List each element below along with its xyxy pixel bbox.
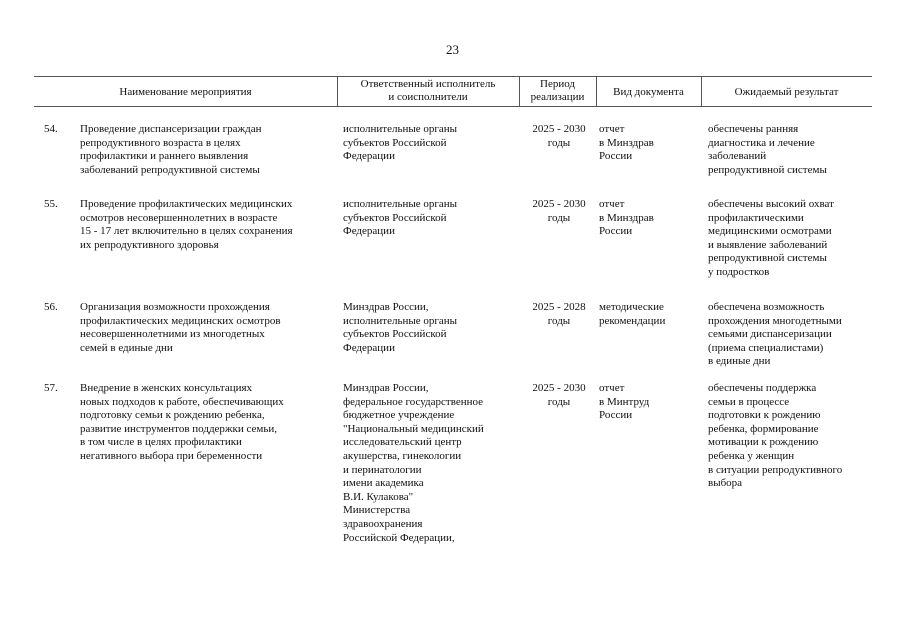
row-responsible-line: здравоохранения bbox=[343, 517, 423, 530]
header-period bbox=[519, 78, 596, 104]
row-result-line: обеспечены ранняя bbox=[708, 123, 799, 135]
row-responsible-line: Федерации bbox=[343, 225, 395, 238]
page-number: 23 bbox=[446, 42, 459, 57]
row-result-line: обеспечены поддержка bbox=[708, 382, 817, 394]
row-responsible-line: субъектов Российской bbox=[343, 136, 447, 149]
row-doc-line: в Минтруд bbox=[599, 395, 650, 408]
row-name-line: Организация возможности прохождения bbox=[80, 301, 270, 313]
header-name: Наименование мероприятия bbox=[119, 86, 252, 98]
row-responsible-line: Российской Федерации, bbox=[343, 531, 455, 544]
row-result-line: заболеваний bbox=[708, 150, 767, 163]
row-result-line: диагностика и лечение bbox=[708, 136, 815, 149]
row-period-line: 2025 - 2030 bbox=[532, 382, 586, 394]
row-period bbox=[525, 382, 593, 409]
row-result bbox=[708, 198, 873, 280]
row-name-line: в том числе в целях профилактики bbox=[80, 436, 242, 449]
row-name-line: репродуктивного возраста в целях bbox=[80, 136, 241, 149]
row-name bbox=[80, 123, 335, 177]
row-responsible-line: Минздрав России, bbox=[343, 301, 429, 313]
row-responsible-line: акушерства, гинекологии bbox=[343, 449, 462, 462]
row-name-line: заболеваний репродуктивной системы bbox=[80, 163, 260, 176]
row-result bbox=[708, 382, 873, 491]
row-result-line: семьи в процессе bbox=[708, 395, 790, 408]
row-responsible-line: Федерации bbox=[343, 150, 395, 163]
row-result-line: профилактическими bbox=[708, 211, 804, 224]
row-doc-line: в Минздрав bbox=[599, 136, 654, 149]
row-responsible-line: бюджетное учреждение bbox=[343, 409, 455, 422]
row-result-line: медицинскими осмотрами bbox=[708, 225, 832, 238]
row-result bbox=[708, 301, 873, 369]
row-doc-line: методические bbox=[599, 301, 664, 313]
row-period bbox=[525, 123, 593, 150]
row-name-line: семей в единые дни bbox=[80, 341, 173, 354]
row-responsible bbox=[343, 123, 523, 164]
row-doc-line: отчет bbox=[599, 123, 625, 135]
row-number: 57. bbox=[44, 382, 58, 394]
row-period-line: 2025 - 2028 bbox=[532, 301, 586, 313]
header-period-line: Период bbox=[540, 78, 575, 90]
row-responsible bbox=[343, 382, 523, 545]
row-doc-type bbox=[599, 301, 695, 328]
row-name-line: негативного выбора при беременности bbox=[80, 449, 263, 462]
row-period-line: годы bbox=[547, 314, 571, 327]
row-result-line: и выявление заболеваний bbox=[708, 238, 828, 251]
row-responsible-line: и перинатологии bbox=[343, 463, 422, 476]
header-period-line: реализации bbox=[530, 91, 585, 103]
row-result-line: ребенка у женщин bbox=[708, 449, 795, 462]
row-result bbox=[708, 123, 873, 177]
row-responsible-line: субъектов Российской bbox=[343, 211, 447, 224]
row-responsible-line: Федерации bbox=[343, 341, 395, 354]
row-result-line: обеспечены высокий охват bbox=[708, 198, 834, 210]
row-responsible-line: исполнительные органы bbox=[343, 314, 458, 327]
table-top-rule bbox=[34, 76, 872, 77]
header-doc-type: Вид документа bbox=[613, 86, 684, 98]
row-name-line: профилактических медицинских осмотров bbox=[80, 314, 281, 327]
row-name-line: развитие инструментов поддержки семьи, bbox=[80, 422, 278, 435]
row-doc-type bbox=[599, 382, 695, 423]
row-responsible-line: федеральное государственное bbox=[343, 395, 484, 408]
row-result-line: у подростков bbox=[708, 265, 770, 278]
row-doc-line: России bbox=[599, 150, 633, 163]
row-responsible bbox=[343, 301, 523, 355]
row-responsible-line: исполнительные органы bbox=[343, 198, 458, 210]
table-header-bottom-rule bbox=[34, 106, 872, 107]
row-responsible-line: субъектов Российской bbox=[343, 328, 447, 341]
row-result-line: репродуктивной системы bbox=[708, 252, 827, 265]
row-responsible-line: имени академика bbox=[343, 477, 424, 490]
row-name-line: Проведение диспансеризации граждан bbox=[80, 123, 262, 135]
row-number: 56. bbox=[44, 301, 58, 313]
row-number: 54. bbox=[44, 123, 58, 135]
row-period-line: 2025 - 2030 bbox=[532, 198, 586, 210]
row-name-line: новых подходов к работе, обеспечивающих bbox=[80, 395, 284, 408]
row-name-line: их репродуктивного здоровья bbox=[80, 238, 219, 251]
row-doc-line: России bbox=[599, 409, 633, 422]
row-number: 55. bbox=[44, 198, 58, 210]
row-doc-line: России bbox=[599, 225, 633, 238]
row-result-line: обеспечена возможность bbox=[708, 301, 825, 313]
row-responsible-line: исполнительные органы bbox=[343, 123, 458, 135]
row-responsible-line: "Национальный медицинский bbox=[343, 422, 484, 435]
row-name-line: Проведение профилактических медицинских bbox=[80, 198, 293, 210]
row-result-line: ребенка, формирование bbox=[708, 422, 819, 435]
row-result-line: в единые дни bbox=[708, 355, 771, 368]
row-responsible-line: Министерства bbox=[343, 504, 411, 517]
row-period-line: годы bbox=[547, 136, 571, 149]
row-name-line: Внедрение в женских консультациях bbox=[80, 382, 253, 394]
row-period bbox=[525, 198, 593, 225]
row-name-line: осмотров несовершеннолетних в возрасте bbox=[80, 211, 278, 224]
row-responsible-line: В.И. Кулакова" bbox=[343, 490, 414, 503]
row-period-line: годы bbox=[547, 395, 571, 408]
row-name bbox=[80, 301, 335, 355]
row-result-line: выбора bbox=[708, 477, 743, 490]
row-doc-type bbox=[599, 123, 695, 164]
row-result-line: в ситуации репродуктивного bbox=[708, 463, 843, 476]
row-name bbox=[80, 382, 335, 464]
row-result-line: семьями диспансеризации bbox=[708, 328, 832, 341]
row-result-line: прохождения многодетными bbox=[708, 314, 842, 327]
row-period-line: 2025 - 2030 bbox=[532, 123, 586, 135]
row-result-line: мотивации к рождению bbox=[708, 436, 819, 449]
row-responsible-line: исследовательский центр bbox=[343, 436, 462, 449]
row-period-line: годы bbox=[547, 211, 571, 224]
header-responsible-line: Ответственный исполнитель bbox=[360, 78, 496, 90]
row-doc-type bbox=[599, 198, 695, 239]
row-name bbox=[80, 198, 335, 252]
row-responsible bbox=[343, 198, 523, 239]
row-doc-line: отчет bbox=[599, 198, 625, 210]
header-responsible-line: и соисполнители bbox=[388, 91, 468, 103]
header-responsible bbox=[337, 78, 519, 104]
header-result: Ожидаемый результат bbox=[734, 86, 839, 98]
row-name-line: несовершеннолетними из многодетных bbox=[80, 328, 265, 341]
row-result-line: репродуктивной системы bbox=[708, 163, 827, 176]
row-responsible-line: Минздрав России, bbox=[343, 382, 429, 394]
row-name-line: 15 - 17 лет включительно в целях сохранения bbox=[80, 225, 293, 238]
row-doc-line: в Минздрав bbox=[599, 211, 654, 224]
row-result-line: подготовки к рождению bbox=[708, 409, 821, 422]
row-name-line: подготовку семьи к рождению ребенка, bbox=[80, 409, 265, 422]
row-result-line: (приема специалистами) bbox=[708, 341, 824, 354]
row-doc-line: рекомендации bbox=[599, 314, 666, 327]
row-doc-line: отчет bbox=[599, 382, 625, 394]
row-name-line: профилактики и раннего выявления bbox=[80, 150, 249, 163]
row-period bbox=[525, 301, 593, 328]
